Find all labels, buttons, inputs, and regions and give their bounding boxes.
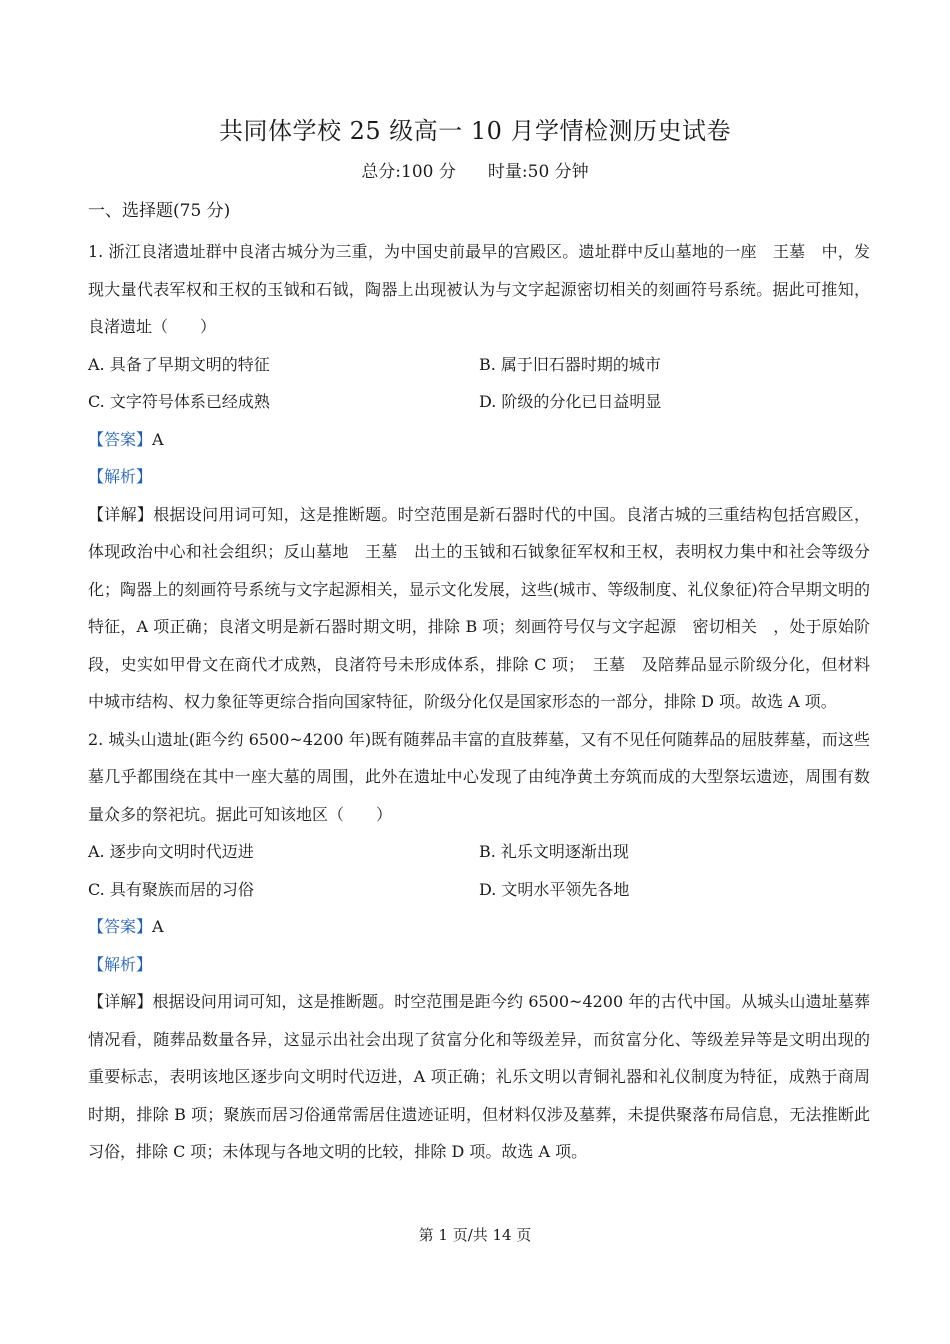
answer-tag: 【答案】 — [88, 429, 153, 449]
detail-text: 根据设问用词可知，这是推断题。时空范围是新石器时代的中国。良渚古城的三重结构包括宫殿区，体现政治中心和社会组织；反山墓地 王墓 出土的玉钺和石钺象征军权和王权，表明权力集中和社会等级分化；陶器上的刻画符号系统与文字起源相关，显示文化发展，这些(城市、等级制度、礼仪象征)符合早期文明的特征，A 项正确；良渚文明是新石器时期文明，排除 B 项；刻画符号仅与文字起源 密切相关 ，处于原始阶段，史实如甲骨文在商代才成熟，良渚符号未形成体系，排除 C 项； 王墓 及陪葬品显示阶级分化，但材料中城市结构、权力象征等更综合指向国家特征，阶级分化仅是国家形态的一部分，排除 D 项。故选 A 项。 — [88, 504, 870, 711]
question-1-option-b: B. 属于旧石器时期的城市 — [479, 354, 661, 374]
analysis-tag: 【解析】 — [88, 467, 153, 486]
total-score: 总分:100 分 — [361, 162, 456, 182]
question-1-analysis — [88, 458, 870, 496]
question-1-answer — [88, 421, 870, 459]
question-1-option-c: C. 文字符号体系已经成熟 — [88, 392, 270, 411]
question-2-options — [88, 833, 870, 908]
question-1-option-a: A. 具备了早期文明的特征 — [88, 354, 270, 374]
section-heading: 一、选择题(75 分) — [88, 201, 231, 221]
detail-text: 根据设问用词可知，这是推断题。时空范围是距今约 6500~4200 年的古代中国。从城头山遗址墓葬情况看，随葬品数量各异，这显示出社会出现了贫富分化和等级差异，而贫富分化、等级差异等是文明出现的重要标志，表明该地区逐步向文明时代迈进，A 项正确；礼乐文明以青铜礼器和礼仪制度为特征，成熟于商周时期，排除 B 项；聚族而居习俗通常需居住遗迹证明，但材料仅涉及墓葬，未提供聚落布局信息，无法推断此习俗，排除 C 项；未体现与各地文明的比较，排除 D 项。故选 A 项。 — [88, 992, 870, 1161]
question-1-detail — [88, 496, 870, 721]
answer-tag: 【答案】 — [88, 917, 153, 936]
time-limit: 时量:50 分钟 — [487, 162, 589, 182]
question-2-detail — [88, 983, 870, 1171]
question-2-option-a: A. 逐步向文明时代迈进 — [88, 842, 254, 861]
exam-title: 共同体学校 25 级高一 10 月学情检测历史试卷 — [218, 117, 732, 145]
detail-tag: 【详解】 — [88, 504, 154, 524]
question-2-analysis — [88, 946, 870, 984]
question-2-stem: 2. 城头山遗址(距今约 6500~4200 年)既有随葬品丰富的直肢葬墓，又有不见任何随葬品的屈肢葬墓，而这些墓几乎都围绕在其中一座大墓的周围，此外在遗址中心发现了由纯净黄土夯筑而成的大型祭坛遗迹，周围有数量众多的祭祀坑。据此可知该地区（ ） — [88, 729, 870, 824]
question-1-options — [88, 346, 870, 421]
analysis-tag: 【解析】 — [88, 954, 153, 974]
page-number: 第 1 页/共 14 页 — [418, 1226, 532, 1244]
question-1 — [88, 233, 870, 721]
answer-value: A — [152, 917, 164, 936]
question-2-option-d: D. 文明水平领先各地 — [479, 879, 630, 899]
detail-tag: 【详解】 — [88, 992, 153, 1011]
question-1-stem: 1. 浙江良渚遗址群中良渚古城分为三重，为中国史前最早的宫殿区。遗址群中反山墓地的一座 王墓 中，发现大量代表军权和王权的玉钺和石钺，陶器上出现被认为与文字起源密切相关的刻画符号系统。据此可推知，良渚遗址（ ） — [88, 242, 870, 336]
answer-value: A — [152, 429, 164, 449]
question-1-option-d: D. 阶级的分化已日益明显 — [479, 392, 662, 411]
question-2-answer — [88, 908, 870, 946]
question-2 — [88, 721, 870, 1171]
exam-meta — [0, 158, 950, 186]
question-2-option-b: B. 礼乐文明逐渐出现 — [479, 842, 629, 861]
question-list — [88, 233, 870, 1171]
question-2-option-c: C. 具有聚族而居的习俗 — [88, 879, 254, 899]
